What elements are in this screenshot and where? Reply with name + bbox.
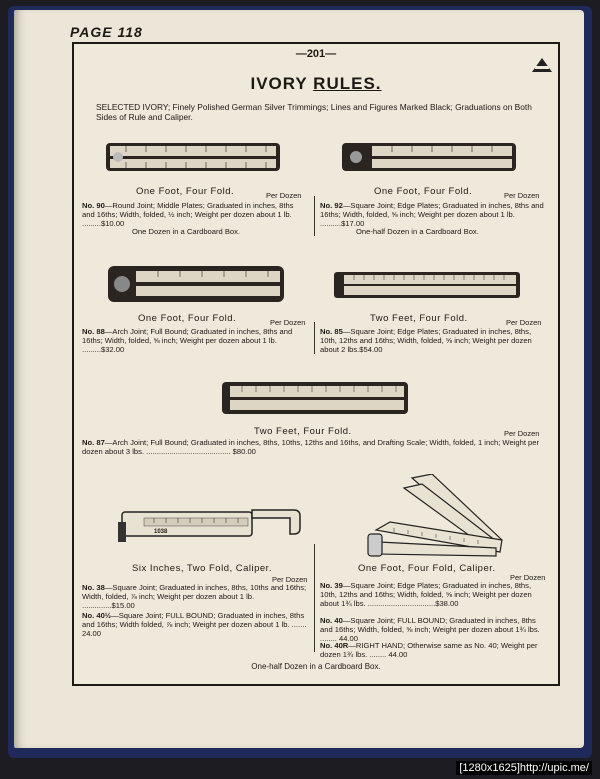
caliper-one-foot-caption: One Foot, Four Fold, Caliper. xyxy=(358,563,496,574)
intro-text: SELECTED IVORY; Finely Polished German Silver Trimmings; Lines and Figures Marked Black; Graduations on Both Sides of Rule and Caliper. xyxy=(96,102,532,122)
column-divider-1 xyxy=(314,196,315,236)
item-88-text: —Arch Joint; Full Bound; Graduated in inches, 8ths and 16ths; Width, folded, ⅝ inch; Weight per dozen about 1 lb. .........$32.00 xyxy=(82,327,293,355)
caliper-six-inch-per-dozen: Per Dozen xyxy=(272,575,308,584)
footer-note: One-half Dozen in a Cardboard Box. xyxy=(251,662,381,671)
item-88-per-dozen: Per Dozen xyxy=(270,318,306,327)
item-40r-description xyxy=(320,641,550,659)
item-85-text: —Square Joint; Edge Plates; Graduated in inches, 8ths, 10th, 12ths and 16ths; Width, folded, ⅝ inch; Weight per dozen about 2 lbs.$54.00 xyxy=(320,327,532,355)
rule-no85-image xyxy=(334,270,520,300)
item-92-note: One-half Dozen in a Cardboard Box. xyxy=(356,227,479,236)
item-87-number: No. 87 xyxy=(82,438,105,447)
item-85-per-dozen: Per Dozen xyxy=(506,318,542,327)
caliper-six-inch-caption: Six Inches, Two Fold, Caliper. xyxy=(132,563,272,574)
column-divider-3 xyxy=(314,544,315,652)
column-divider-2 xyxy=(314,322,315,354)
item-39-number: No. 39 xyxy=(320,581,343,590)
watermark: [1280x1625]http://upic.me/ xyxy=(456,761,592,775)
item-87-description xyxy=(82,438,548,456)
item-39-description xyxy=(320,581,550,609)
item-85-caption: Two Feet, Four Fold. xyxy=(370,313,468,324)
item-92-description xyxy=(320,201,546,229)
item-38-text: —Square Joint; Graduated in inches, 8ths, 10ths and 16ths; Width, folded, ⅞ inch; Weight per dozen about 1 lb. ..............$15.00 xyxy=(82,583,307,611)
item-40-number: No. 40 xyxy=(320,616,343,625)
title-suffix: RULES. xyxy=(313,74,382,93)
rule-no90-image xyxy=(106,139,280,175)
caliper-stamp: 1038 xyxy=(154,529,168,535)
item-39-text: —Square Joint; Edge Plates; Graduated in inches, 8ths, 10th, 12ths and 16ths; Width, folded, ⅝ inch; Weight per dozen about 1¾ lbs. ................................$38.00 xyxy=(320,581,532,609)
item-90-description xyxy=(82,201,308,229)
item-92-number: No. 92 xyxy=(320,201,343,210)
item-85-number: No. 85 xyxy=(320,327,343,336)
item-90-note: One Dozen in a Cardboard Box. xyxy=(132,227,241,236)
item-92-caption: One Foot, Four Fold. xyxy=(374,186,473,197)
item-87-per-dozen: Per Dozen xyxy=(504,429,540,438)
caliper-one-foot-image xyxy=(364,474,514,558)
item-88-number: No. 88 xyxy=(82,327,105,336)
item-90-caption: One Foot, Four Fold. xyxy=(136,186,235,197)
rule-no87-image xyxy=(222,380,408,416)
item-90-number: No. 90 xyxy=(82,201,105,210)
item-40-half-number: No. 40½ xyxy=(82,611,112,620)
rule-no88-image xyxy=(108,264,284,304)
item-40-text: —Square Joint; FULL BOUND; Graduated in inches, 8ths and 16ths; Width, folded, ⅝ inch; Weight per dozen about 1¾ lbs. ........ 44.00 xyxy=(320,616,540,644)
item-40r-number: No. 40R xyxy=(320,641,349,650)
catalog-number: —201— xyxy=(295,48,337,60)
item-90-per-dozen: Per Dozen xyxy=(266,191,302,200)
item-88-caption: One Foot, Four Fold. xyxy=(138,313,237,324)
item-87-text: —Arch Joint; Full Bound; Graduated in inches, 8ths, 10ths, 12ths and 16ths, and Drafting Scale; Width, folded, 1 inch; Weight per dozen about 3 lbs. ........................................ $80.00 xyxy=(82,438,540,457)
item-40-description xyxy=(320,616,550,644)
item-92-per-dozen: Per Dozen xyxy=(504,191,540,200)
item-92-text: —Square Joint; Edge Plates; Graduated in inches, 8ths and 16ths; Width, folded, ⅝ inch; Weight per dozen about 1 lb. ..........$17.00 xyxy=(320,201,544,229)
item-38-description xyxy=(82,583,308,611)
page-title xyxy=(74,74,558,94)
item-40-half-description xyxy=(82,611,308,639)
title-prefix: IVORY xyxy=(250,74,314,93)
caliper-six-inch-image xyxy=(114,508,304,548)
item-40r-text: —RIGHT HAND; Otherwise same as No. 40; Weight per dozen 1¾ lbs. ........ 44.00 xyxy=(320,641,538,660)
item-88-description xyxy=(82,327,308,355)
item-38-number: No. 38 xyxy=(82,583,105,592)
brand-logo-icon xyxy=(532,58,552,72)
page-header: PAGE 118 xyxy=(70,24,143,40)
item-85-description xyxy=(320,327,550,355)
rule-no92-image xyxy=(342,139,516,175)
content-frame xyxy=(72,42,560,686)
caliper-one-foot-per-dozen: Per Dozen xyxy=(510,573,546,582)
item-40-half-text: —Square Joint; FULL BOUND; Graduated in inches, 8ths and 16ths; Width folded, ⅞ inch; Weight per dozen about 1 lb. ....... 24.00 xyxy=(82,611,307,639)
item-87-caption: Two Feet, Four Fold. xyxy=(254,426,352,437)
item-90-text: —Round Joint; Middle Plates; Graduated in inches, 8ths and 16ths; Width, folded, ½ inch; Weight per dozen about 1 lb. .........$10.00 xyxy=(82,201,294,229)
